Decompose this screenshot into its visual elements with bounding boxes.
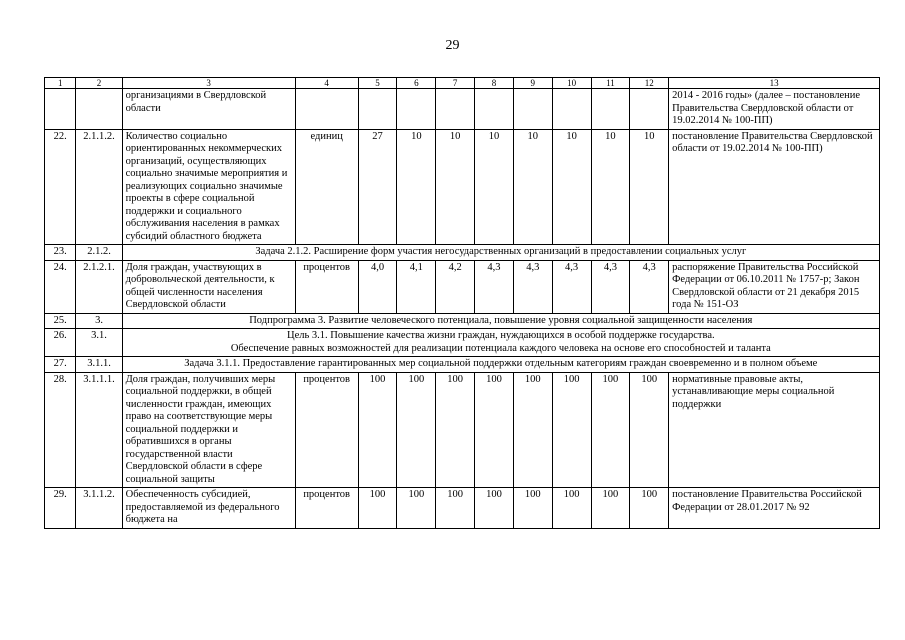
table-row xyxy=(45,260,880,313)
row-number-cell: 28. xyxy=(45,372,76,488)
row-code-cell: 3. xyxy=(76,313,122,329)
row-code-cell: 2.1.2.1. xyxy=(76,260,122,313)
goal-heading-line: Цель 3.1. Повышение качества жизни граждан, нуждающихся в особой поддержке государства. xyxy=(287,330,715,341)
table-row xyxy=(45,488,880,529)
value-cell: 100 xyxy=(358,488,397,529)
table-row xyxy=(45,357,880,373)
row-number-cell xyxy=(45,89,76,130)
row-number-cell: 29. xyxy=(45,488,76,529)
table-row xyxy=(45,89,880,130)
row-code-cell: 2.1.2. xyxy=(76,245,122,261)
value-cell: 100 xyxy=(630,488,669,529)
row-code-cell: 3.1.1.1. xyxy=(76,372,122,488)
value-cell: 4,1 xyxy=(397,260,436,313)
section-heading-cell: Задача 2.1.2. Расширение форм участия негосударственных организаций в предоставлении социальных услуг xyxy=(122,245,879,261)
value-cell: 100 xyxy=(436,372,475,488)
indicator-name-cell: Обеспеченность субсидией, предоставляемой из федерального бюджета на xyxy=(122,488,295,529)
section-heading-cell: Подпрограмма 3. Развитие человеческого потенциала, повышение уровня социальной защищенности населения xyxy=(122,313,879,329)
source-cell: распоряжение Правительства Российской Федерации от 06.10.2011 № 1757-р; Закон Свердловской области от 21 декабря 2015 года № 151-ОЗ xyxy=(669,260,880,313)
value-cell: 100 xyxy=(397,488,436,529)
column-number-cell: 10 xyxy=(552,78,591,89)
row-number-cell: 25. xyxy=(45,313,76,329)
page-number: 29 xyxy=(445,38,460,53)
value-cell: 10 xyxy=(630,129,669,245)
value-cell: 4,3 xyxy=(591,260,630,313)
column-number-cell: 3 xyxy=(122,78,295,89)
section-heading-cell: Задача 3.1.1. Предоставление гарантированных мер социальной поддержки отдельным категориям граждан своевременно и в полном объеме xyxy=(122,357,879,373)
indicator-name-cell: Количество социально ориентированных некоммерческих организаций, осуществляющих социально значимые мероприятия и реализующих социально значимые проекты в сфере социальной поддержки и социального обслуживания населения в рамках субсидий областного бюджета xyxy=(122,129,295,245)
indicator-name-cell: Доля граждан, участвующих в добровольческой деятельности, к общей численности населения Свердловской области xyxy=(122,260,295,313)
value-cell xyxy=(358,89,397,130)
value-cell: 10 xyxy=(513,129,552,245)
table-row xyxy=(45,372,880,488)
column-number-cell: 2 xyxy=(76,78,122,89)
value-cell: 4,3 xyxy=(475,260,514,313)
goal-heading-cell xyxy=(122,329,879,357)
value-cell: 4,3 xyxy=(552,260,591,313)
value-cell: 4,3 xyxy=(630,260,669,313)
indicator-name-cell: Доля граждан, получивших меры социальной поддержки, в общей численности граждан, имеющих право на соответствующие меры социальной поддержки и обратившихся в органы государственной власти Свердловской области в сфере социальной защиты xyxy=(122,372,295,488)
column-number-cell: 13 xyxy=(669,78,880,89)
goal-heading-line: Обеспечение равных возможностей для реализации потенциала каждого человека на основе его способностей и таланта xyxy=(230,342,771,354)
row-number-cell: 27. xyxy=(45,357,76,373)
value-cell xyxy=(591,89,630,130)
value-cell: 10 xyxy=(475,129,514,245)
value-cell: 10 xyxy=(591,129,630,245)
row-code-cell: 3.1.1.2. xyxy=(76,488,122,529)
value-cell: 100 xyxy=(436,488,475,529)
column-number-cell: 11 xyxy=(591,78,630,89)
unit-cell xyxy=(295,89,358,130)
value-cell: 100 xyxy=(513,372,552,488)
value-cell: 27 xyxy=(358,129,397,245)
table-row xyxy=(45,129,880,245)
value-cell: 100 xyxy=(358,372,397,488)
value-cell: 10 xyxy=(397,129,436,245)
row-code-cell xyxy=(76,89,122,130)
value-cell: 100 xyxy=(630,372,669,488)
value-cell: 100 xyxy=(397,372,436,488)
value-cell xyxy=(397,89,436,130)
indicator-name-cell: организациями в Свердловской области xyxy=(122,89,295,130)
source-cell: нормативные правовые акты, устанавливающие меры социальной поддержки xyxy=(669,372,880,488)
row-number-cell: 24. xyxy=(45,260,76,313)
row-number-cell: 23. xyxy=(45,245,76,261)
row-number-cell: 26. xyxy=(45,329,76,357)
unit-cell: процентов xyxy=(295,488,358,529)
row-code-cell: 3.1. xyxy=(76,329,122,357)
column-number-cell: 5 xyxy=(358,78,397,89)
row-code-cell: 2.1.1.2. xyxy=(76,129,122,245)
column-number-cell: 6 xyxy=(397,78,436,89)
value-cell: 4,3 xyxy=(513,260,552,313)
source-cell: 2014 - 2016 годы» (далее – постановление Правительства Свердловской области от 19.02.2014 № 100-ПП) xyxy=(669,89,880,130)
column-number-cell: 8 xyxy=(475,78,514,89)
column-number-cell: 7 xyxy=(436,78,475,89)
value-cell: 10 xyxy=(552,129,591,245)
value-cell xyxy=(630,89,669,130)
value-cell: 100 xyxy=(475,372,514,488)
unit-cell: процентов xyxy=(295,260,358,313)
value-cell xyxy=(513,89,552,130)
value-cell xyxy=(475,89,514,130)
value-cell xyxy=(552,89,591,130)
indicators-table xyxy=(44,77,880,529)
unit-cell: единиц xyxy=(295,129,358,245)
column-number-row xyxy=(45,78,880,89)
value-cell: 100 xyxy=(513,488,552,529)
column-number-cell: 12 xyxy=(630,78,669,89)
value-cell: 100 xyxy=(552,488,591,529)
table-row xyxy=(45,245,880,261)
value-cell: 4,0 xyxy=(358,260,397,313)
row-code-cell: 3.1.1. xyxy=(76,357,122,373)
column-number-cell: 4 xyxy=(295,78,358,89)
value-cell: 100 xyxy=(591,372,630,488)
row-number-cell: 22. xyxy=(45,129,76,245)
source-cell: постановление Правительства Российской Федерации от 28.01.2017 № 92 xyxy=(669,488,880,529)
unit-cell: процентов xyxy=(295,372,358,488)
value-cell: 100 xyxy=(591,488,630,529)
column-number-cell: 9 xyxy=(513,78,552,89)
column-number-cell: 1 xyxy=(45,78,76,89)
table-row xyxy=(45,313,880,329)
value-cell: 100 xyxy=(552,372,591,488)
source-cell: постановление Правительства Свердловской области от 19.02.2014 № 100-ПП) xyxy=(669,129,880,245)
value-cell: 100 xyxy=(475,488,514,529)
value-cell: 4,2 xyxy=(436,260,475,313)
table-row xyxy=(45,329,880,357)
value-cell xyxy=(436,89,475,130)
value-cell: 10 xyxy=(436,129,475,245)
